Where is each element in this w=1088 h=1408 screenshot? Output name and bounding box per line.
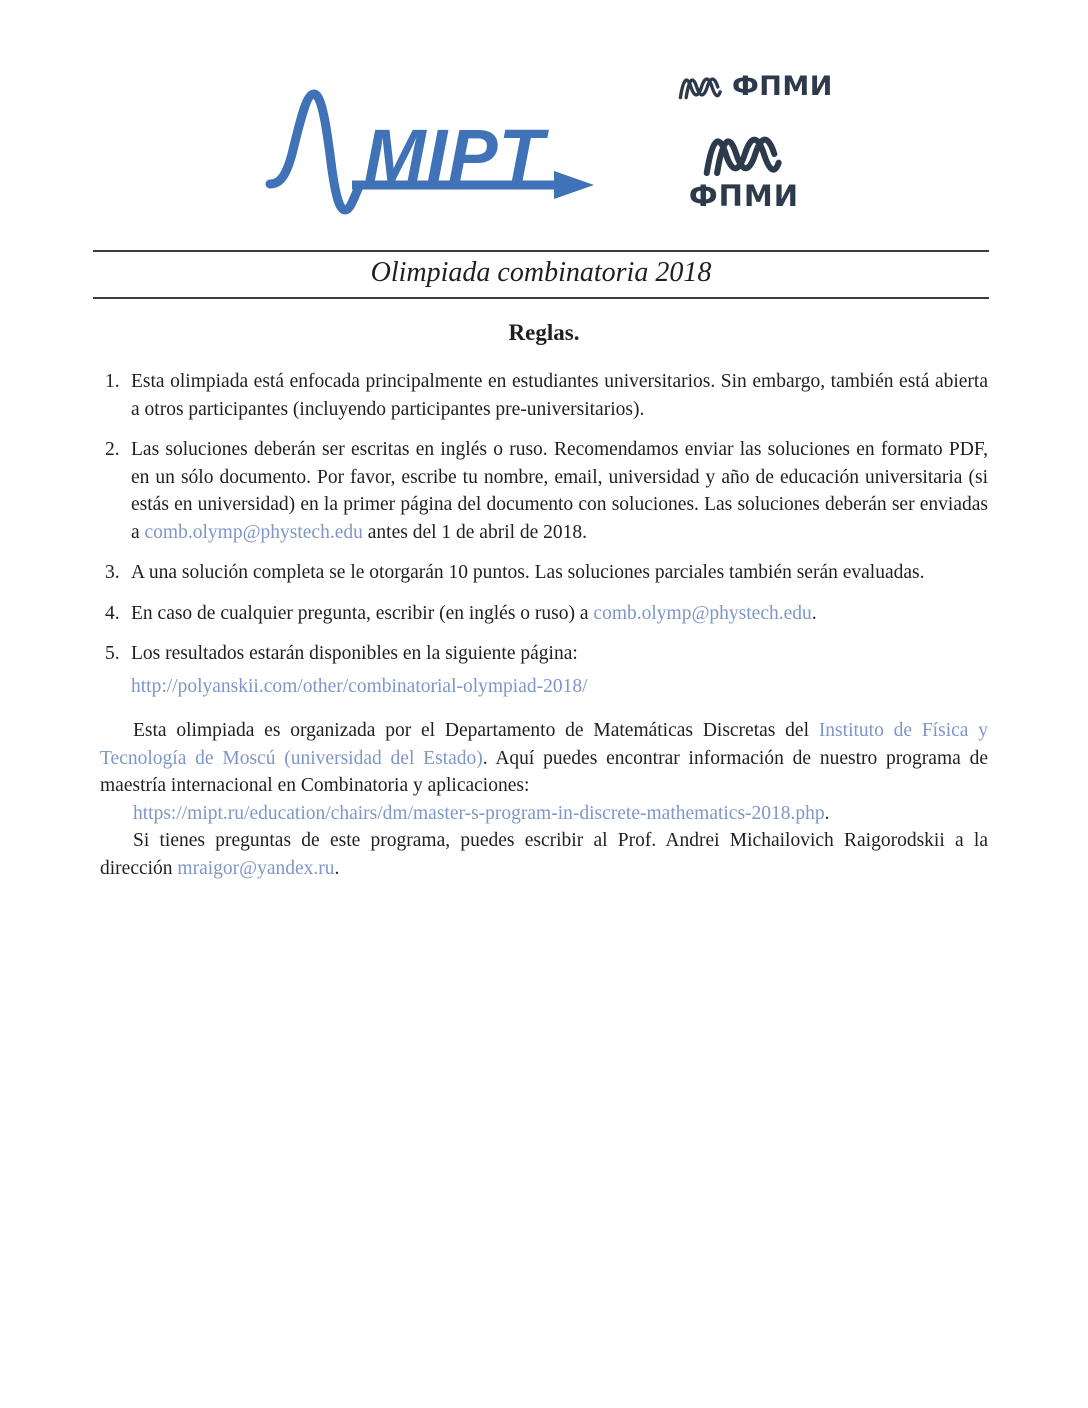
section-heading: Reglas. — [508, 320, 580, 345]
mipt-pulse-icon — [270, 94, 360, 210]
mipt-logo-graphic — [264, 78, 596, 228]
results-url-line — [131, 673, 988, 701]
rule-text — [131, 436, 988, 546]
text-segment: . — [824, 802, 830, 824]
rule-item-3 — [105, 559, 988, 587]
title-block — [93, 250, 989, 299]
text-segment: . — [811, 602, 817, 624]
closing-paragraph-1 — [100, 717, 988, 800]
rule-number: 5. — [105, 643, 120, 664]
closing-paragraph-2 — [100, 827, 988, 882]
text-segment: . Aquí puedes encontrar información de nuestro programa de maestría internacional en Combinatoria y aplicaciones: — [100, 747, 988, 796]
professor-email-link[interactable]: mraigor@yandex.ru — [177, 857, 335, 879]
fpmi-logo-stacked — [686, 128, 802, 212]
rule-number: 4. — [105, 602, 120, 624]
fpmi-waves-icon — [694, 128, 794, 180]
rule-text — [131, 640, 988, 668]
masters-program-link[interactable]: https://mipt.ru/education/chairs/dm/master-s-program-in-discrete-mathematics-2018.php — [133, 802, 825, 824]
fpmi-wordmark: ФПМИ — [688, 179, 800, 213]
mipt-logo — [264, 78, 596, 228]
rule-item-1 — [105, 368, 988, 423]
rule-text — [131, 559, 988, 587]
closing-paragraphs — [100, 717, 988, 882]
mipt-arrow-icon — [554, 171, 594, 199]
rule-item-2 — [105, 436, 988, 546]
text-segment: A una solución completa se le otorgarán 10 puntos. Las soluciones parciales también serán evaluadas. — [131, 562, 925, 583]
mipt-wordmark: MIPT — [364, 114, 545, 197]
rule-number: 2. — [105, 439, 120, 460]
rule-text — [131, 368, 988, 423]
text-segment: Los resultados estarán disponibles en la siguiente página: — [131, 643, 578, 664]
rule-number: 1. — [105, 371, 120, 392]
text-segment: Las soluciones deberán ser escritas en inglés o ruso. Recomendamos enviar las soluciones en formato PDF, en un sólo documento. Por favor, escribe tu nombre, email, universidad y año de educación universitaria (si estás en universidad) en la primer página del documento con soluciones. Las soluciones deberán ser enviadas a — [131, 439, 988, 543]
text-segment: . — [334, 857, 340, 879]
fpmi-logo-horizontal — [678, 72, 833, 102]
rule-item-5 — [105, 640, 988, 700]
text-segment: antes del 1 de abril de 2018. — [362, 521, 588, 543]
mipt-institute-link[interactable]: Instituto de Física y Tecnología de Moscú (universidad del Estado) — [100, 720, 988, 769]
text-segment: Si tienes preguntas de este programa, puedes escribir al Prof. Andrei Michailovich Raigorodskii a la dirección — [100, 830, 988, 879]
text-segment: En caso de cualquier pregunta, escribir (en inglés o ruso) a — [131, 602, 594, 624]
masters-url-line — [100, 800, 988, 828]
text-segment: Esta olimpiada es organizada por el Departamento de Matemáticas Discretas del — [133, 720, 819, 741]
results-page-link[interactable]: http://polyanskii.com/other/combinatorial-olympiad-2018/ — [131, 675, 588, 697]
text-segment: Esta olimpiada está enfocada principalmente en estudiantes universitarios. Sin embargo, también está abierta a otros participantes (incluyendo participantes pre-universitarios). — [131, 371, 988, 420]
document-title: Olimpiada combinatoria 2018 — [370, 257, 712, 288]
rules-list — [105, 368, 988, 700]
rule-text — [131, 600, 988, 628]
email-link[interactable]: comb.olymp@phystech.edu — [144, 521, 363, 543]
document-body — [0, 368, 1088, 882]
rule-item-4 — [105, 600, 988, 628]
fpmi-waves-icon — [678, 72, 724, 102]
email-link[interactable]: comb.olymp@phystech.edu — [593, 602, 812, 624]
fpmi-wordmark: ФПМИ — [732, 71, 833, 102]
rule-number: 3. — [105, 562, 120, 583]
